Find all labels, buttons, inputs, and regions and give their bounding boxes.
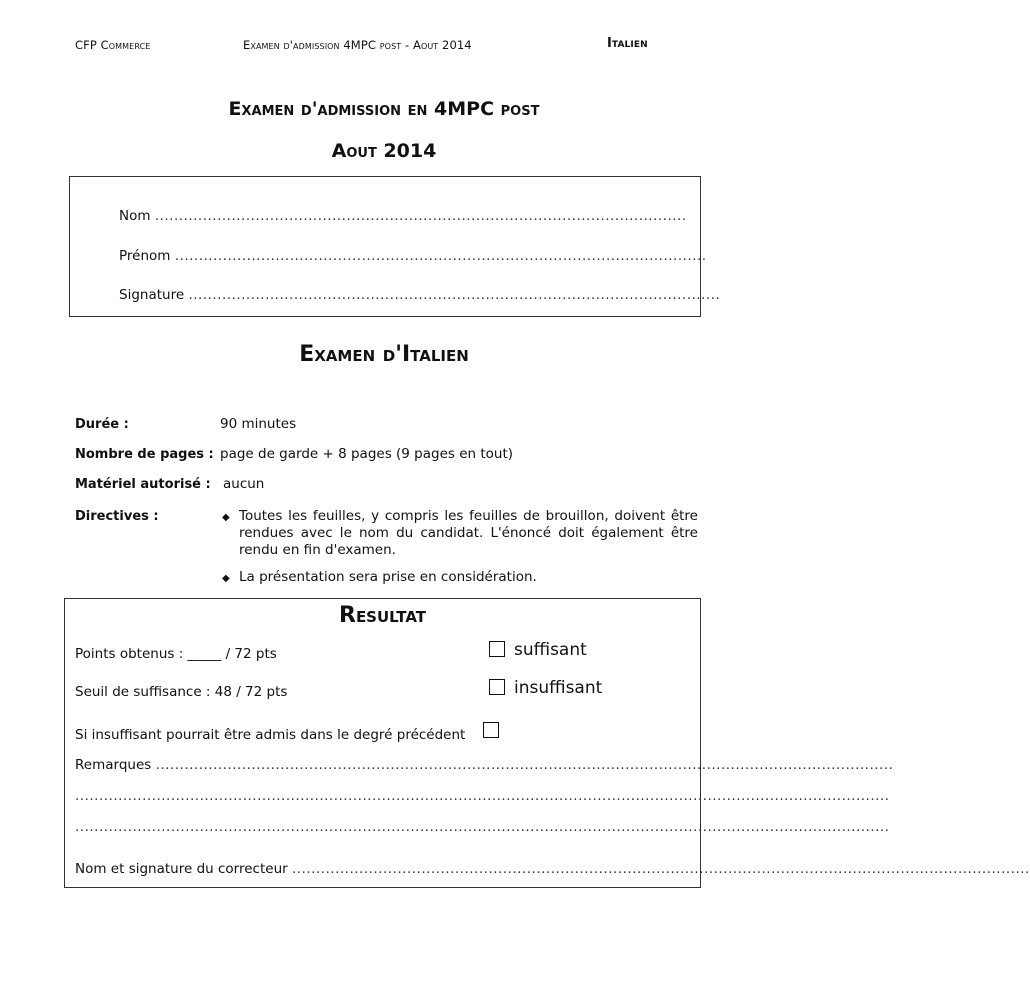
insuffisant-checkbox[interactable] bbox=[489, 679, 505, 695]
exam-title: Examen d'Italien bbox=[299, 342, 469, 367]
title-line1: Examen d'admission en 4MPC post bbox=[228, 98, 540, 120]
pages-label: Nombre de pages : bbox=[75, 447, 214, 462]
pages-value: page de garde + 8 pages (9 pages en tout) bbox=[220, 446, 514, 462]
directive-text: Toutes les feuilles, y compris les feuilles de brouillon, doivent être rendues avec le nom du candidat. L'énoncé doit également être rendu en fin d'examen. bbox=[239, 508, 698, 558]
suffisant-checkbox[interactable] bbox=[489, 641, 505, 657]
header-right: Italien bbox=[607, 36, 648, 51]
remarques-line-3[interactable]: .......................................................................................................................................................................... bbox=[75, 819, 890, 835]
points-line: Points obtenus : _____ / 72 pts bbox=[75, 646, 277, 662]
directive-item bbox=[222, 569, 698, 586]
nom-label: Nom bbox=[119, 208, 151, 224]
directive-text: La présentation sera prise en considération. bbox=[239, 569, 537, 585]
header-center: Examen d'admission 4MPC post - Aout 2014 bbox=[243, 38, 472, 52]
materiel-label: Matériel autorisé : bbox=[75, 477, 211, 492]
insuffisant-label: insuffisant bbox=[514, 678, 603, 698]
directives-label: Directives : bbox=[75, 509, 159, 524]
signature-line[interactable]: Signature ............................................................................................................... bbox=[119, 287, 721, 303]
directive-item bbox=[222, 508, 698, 559]
remarques-label: Remarques bbox=[75, 757, 152, 773]
duree-label: Durée : bbox=[75, 417, 129, 432]
remarques-line-2[interactable]: .......................................................................................................................................................................... bbox=[75, 788, 890, 804]
bullet-icon: ◆ bbox=[222, 573, 230, 584]
prenom-label: Prénom bbox=[119, 248, 171, 264]
materiel-value: aucun bbox=[223, 476, 265, 492]
correcteur-line[interactable]: Nom et signature du correcteur .......................................................................................................................................................... bbox=[75, 861, 1030, 877]
header-left: CFP Commerce bbox=[75, 38, 151, 52]
title-line2: Aout 2014 bbox=[331, 140, 437, 162]
bullet-icon: ◆ bbox=[222, 512, 230, 523]
seuil-line: Seuil de suffisance : 48 / 72 pts bbox=[75, 684, 288, 700]
result-box bbox=[64, 598, 1030, 888]
correcteur-label: Nom et signature du correcteur bbox=[75, 861, 288, 877]
remarques-line[interactable]: Remarques .......................................................................................................................................................... bbox=[75, 757, 894, 773]
admis-checkbox[interactable] bbox=[483, 722, 499, 738]
signature-label: Signature bbox=[119, 287, 185, 303]
prenom-line[interactable]: Prénom ............................................................................................................... bbox=[119, 248, 707, 264]
suffisant-label: suffisant bbox=[514, 640, 587, 660]
admis-label: Si insuffisant pourrait être admis dans le degré précédent bbox=[75, 727, 466, 743]
duree-value: 90 minutes bbox=[220, 416, 297, 432]
result-title: Resultat bbox=[339, 603, 426, 628]
nom-line[interactable]: Nom ............................................................................................................... bbox=[119, 208, 687, 224]
